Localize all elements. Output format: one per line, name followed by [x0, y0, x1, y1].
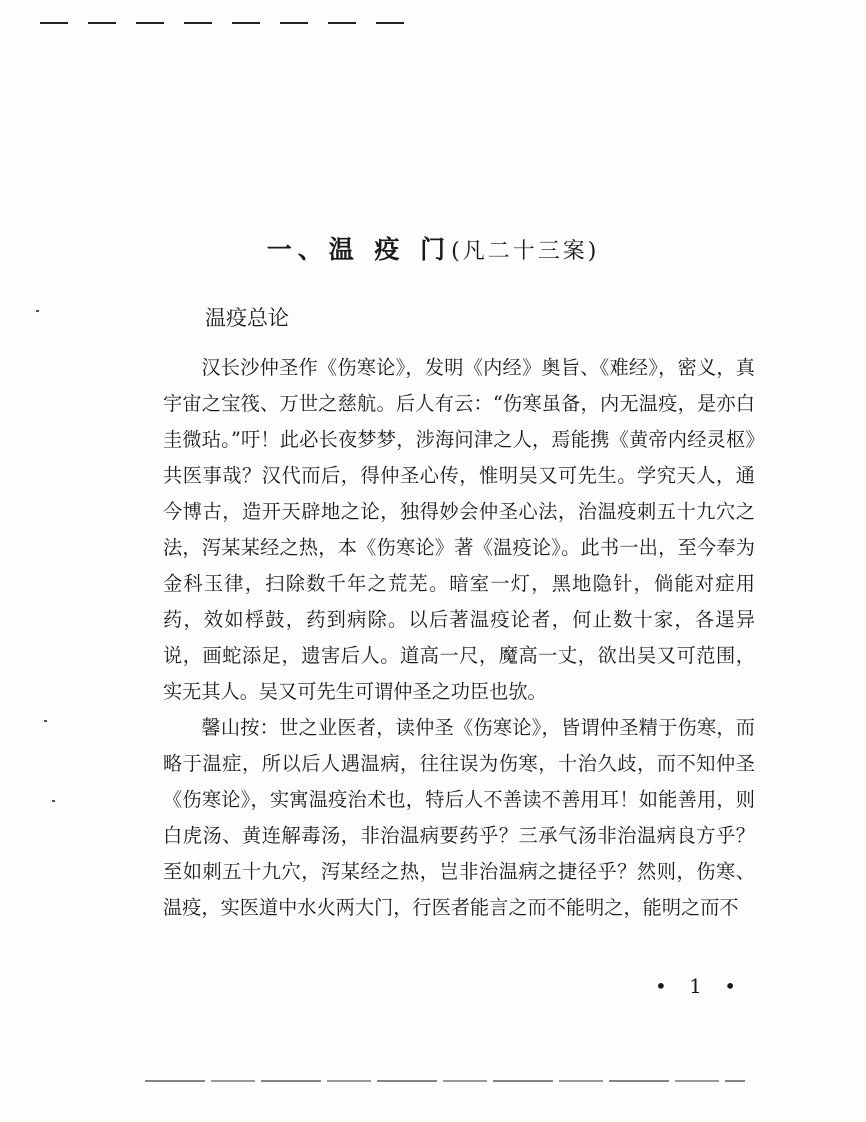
- paragraph-2: 馨山按：世之业医者，读仲圣《伤寒论》，皆谓仲圣精于伤寒，而略于温症，所以后人遇温病，往往误为伤寒，十治久歧，而不知仲圣《伤寒论》，实寓温疫治术也，特后人不善读不善用耳！如能善用，则白虎汤、黄连解毒汤，非治温病要药乎？三承气汤非治温病良方乎？至如刺五十九穴，泻某经之热，岂非治温病之捷径乎？然则，伤寒、温疫，实医道中水火两大门，行医者能言之而不能明之，能明之而不: [163, 716, 755, 919]
- section-heading: 温疫总论: [205, 306, 289, 330]
- bottom-scan-line: [145, 1080, 745, 1082]
- scan-speck: [36, 310, 39, 312]
- scan-speck: [44, 720, 47, 722]
- chapter-title-note: (凡二十三案): [451, 239, 600, 264]
- chapter-title: [0, 230, 866, 266]
- page-number: • 1 •: [655, 974, 745, 998]
- top-dash-rule: [40, 22, 410, 24]
- chapter-title-main: 一、温 疫 门: [266, 235, 452, 264]
- paragraph-1: 汉长沙仲圣作《伤寒论》，发明《内经》奥旨、《难经》，密义，真宇宙之宝筏、万世之慈航。后人有云：“伤寒虽备，内无温疫，是亦白圭微玷。”吁！此必长夜梦梦，涉海问津之人，焉能携《黄帝内经灵枢》共医事哉？汉代而后，得仲圣心传，惟明吴又可先生。学究天人，通今博古，造开天辟地之论，独得妙会仲圣心法，治温疫刺五十九穴之法，泻某某经之热，本《伤寒论》著《温疫论》。此书一出，至今奉为金科玉律，扫除数千年之荒芜。暗室一灯，黑地隐针，倘能对症用药，效如桴鼓，药到病除。以后著温疫论者，何止数十家，各逞异说，画蛇添足，遗害后人。道高一尺，魔高一丈，欲出吴又可范围，实无其人。吴又可先生可谓仲圣之功臣也欤。: [163, 356, 755, 703]
- scan-speck: [52, 800, 55, 802]
- body-text: [163, 350, 755, 926]
